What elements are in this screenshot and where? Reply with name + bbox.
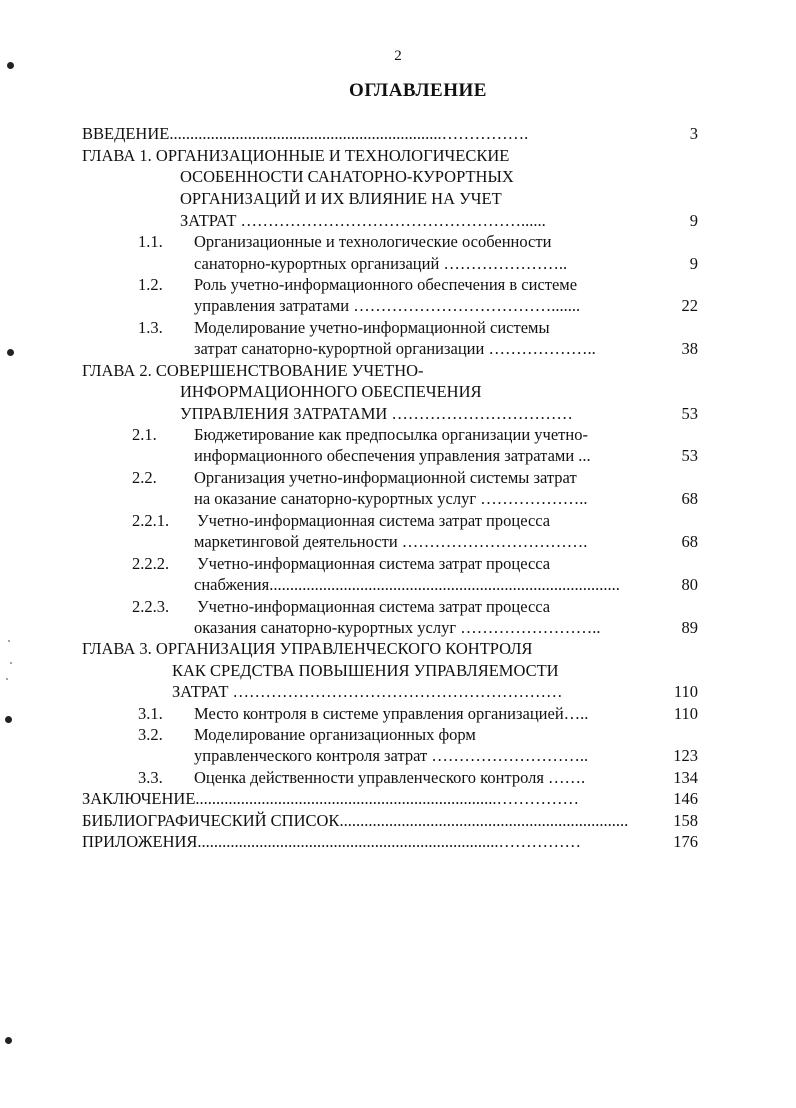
chapter-2-heading: ГЛАВА 2. СОВЕРШЕНСТВОВАНИЕ УЧЕТНО- (82, 361, 424, 380)
toc-page: 53 (681, 446, 698, 465)
section-title: управления затратами ………………………………....... (194, 296, 581, 315)
chapter-3-heading: КАК СРЕДСТВА ПОВЫШЕНИЯ УПРАВЛЯЕМОСТИ (172, 661, 559, 680)
chapter-1-heading: ОРГАНИЗАЦИЙ И ИХ ВЛИЯНИЕ НА УЧЕТ (180, 189, 502, 208)
chapter-3-heading: ЗАТРАТ …………………………………………………… (172, 682, 563, 701)
section-number: 2.2.3. (132, 597, 170, 616)
toc-page: 110 (673, 682, 698, 701)
toc-bibliography: БИБЛИОГРАФИЧЕСКИЙ СПИСОК...................................................................... (82, 811, 629, 830)
section-title: оказания санаторно-курортных услуг …………………….. (194, 618, 601, 637)
toc-page: 22 (681, 296, 698, 315)
toc-page: 68 (681, 532, 698, 551)
section-title: снабжения..................................................................................... (194, 575, 620, 594)
section-title: Организация учетно-информационной системы затрат (194, 468, 577, 487)
scan-speck (6, 678, 8, 680)
toc-page: 146 (673, 789, 698, 808)
scan-speck (8, 640, 10, 642)
toc-page: 38 (681, 339, 698, 358)
scan-speck (10, 662, 12, 664)
section-title: затрат санаторно-курортной организации ……………….. (194, 339, 596, 358)
section-number: 3.2. (138, 725, 163, 744)
section-title: Роль учетно-информационного обеспечения в системе (194, 275, 578, 294)
section-title: санаторно-курортных организаций ………………….. (194, 254, 568, 273)
toc-page: 3 (689, 124, 698, 143)
section-title: Оценка действенности управленческого контроля ……. (194, 768, 586, 787)
toc-page: 176 (673, 832, 698, 851)
section-number: 1.3. (138, 318, 163, 337)
section-title: управленческого контроля затрат ……………………….. (194, 746, 589, 765)
section-number: 2.2. (132, 468, 157, 487)
toc-intro: ВВЕДЕНИЕ..................................................................……………. (82, 124, 529, 143)
toc-page: 68 (681, 489, 698, 508)
chapter-1-heading: ЗАТРАТ ……………………………………………...... (180, 211, 546, 230)
toc-page: 89 (681, 618, 698, 637)
toc-page: 9 (689, 211, 698, 230)
toc-appendices: ПРИЛОЖЕНИЯ.........................................................................…………… (82, 832, 582, 851)
section-title: информационного обеспечения управления затратами ... (194, 446, 591, 465)
section-number: 2.2.1. (132, 511, 170, 530)
section-number: 3.1. (138, 704, 163, 723)
toc-page: 80 (681, 575, 698, 594)
page-number: 2 (394, 48, 402, 64)
page-title: ОГЛАВЛЕНИЕ (349, 80, 487, 101)
section-title: Моделирование организационных форм (194, 725, 476, 744)
punch-hole-mark (5, 1037, 12, 1044)
section-number: 2.2.2. (132, 554, 170, 573)
section-title: Бюджетирование как предпосылка организации учетно- (194, 425, 588, 444)
section-number: 2.1. (132, 425, 157, 444)
punch-hole-mark (7, 349, 14, 356)
section-title: Моделирование учетно-информационной системы (194, 318, 550, 337)
chapter-3-heading: ГЛАВА 3. ОРГАНИЗАЦИЯ УПРАВЛЕНЧЕСКОГО КОНТРОЛЯ (82, 639, 533, 658)
section-title: маркетинговой деятельности ……………………………. (194, 532, 588, 551)
punch-hole-mark (5, 716, 12, 723)
section-title: Место контроля в системе управления организацией….. (194, 704, 589, 723)
section-number: 3.3. (138, 768, 163, 787)
section-number: 1.1. (138, 232, 163, 251)
section-title: Учетно-информационная система затрат процесса (197, 554, 551, 573)
toc-page: 53 (681, 404, 698, 423)
chapter-2-heading: ИНФОРМАЦИОННОГО ОБЕСПЕЧЕНИЯ (180, 382, 482, 401)
toc-page: 134 (673, 768, 698, 787)
chapter-1-heading: ОСОБЕННОСТИ САНАТОРНО-КУРОРТНЫХ (180, 167, 514, 186)
chapter-2-heading: УПРАВЛЕНИЯ ЗАТРАТАМИ …………………………… (180, 404, 573, 423)
chapter-1-heading: ГЛАВА 1. ОРГАНИЗАЦИОННЫЕ И ТЕХНОЛОГИЧЕСКИЕ (82, 146, 510, 165)
section-title: Учетно-информационная система затрат процесса (197, 597, 551, 616)
section-number: 1.2. (138, 275, 163, 294)
toc-conclusion: ЗАКЛЮЧЕНИЕ.........................................................................…………… (82, 789, 580, 808)
section-title: Учетно-информационная система затрат процесса (197, 511, 551, 530)
toc-page: 123 (673, 746, 698, 765)
section-title: Организационные и технологические особенности (194, 232, 552, 251)
section-title: на оказание санаторно-курортных услуг ……………….. (194, 489, 588, 508)
toc-page: 110 (673, 704, 698, 723)
toc-page: 158 (673, 811, 698, 830)
toc-page: 9 (689, 254, 698, 273)
